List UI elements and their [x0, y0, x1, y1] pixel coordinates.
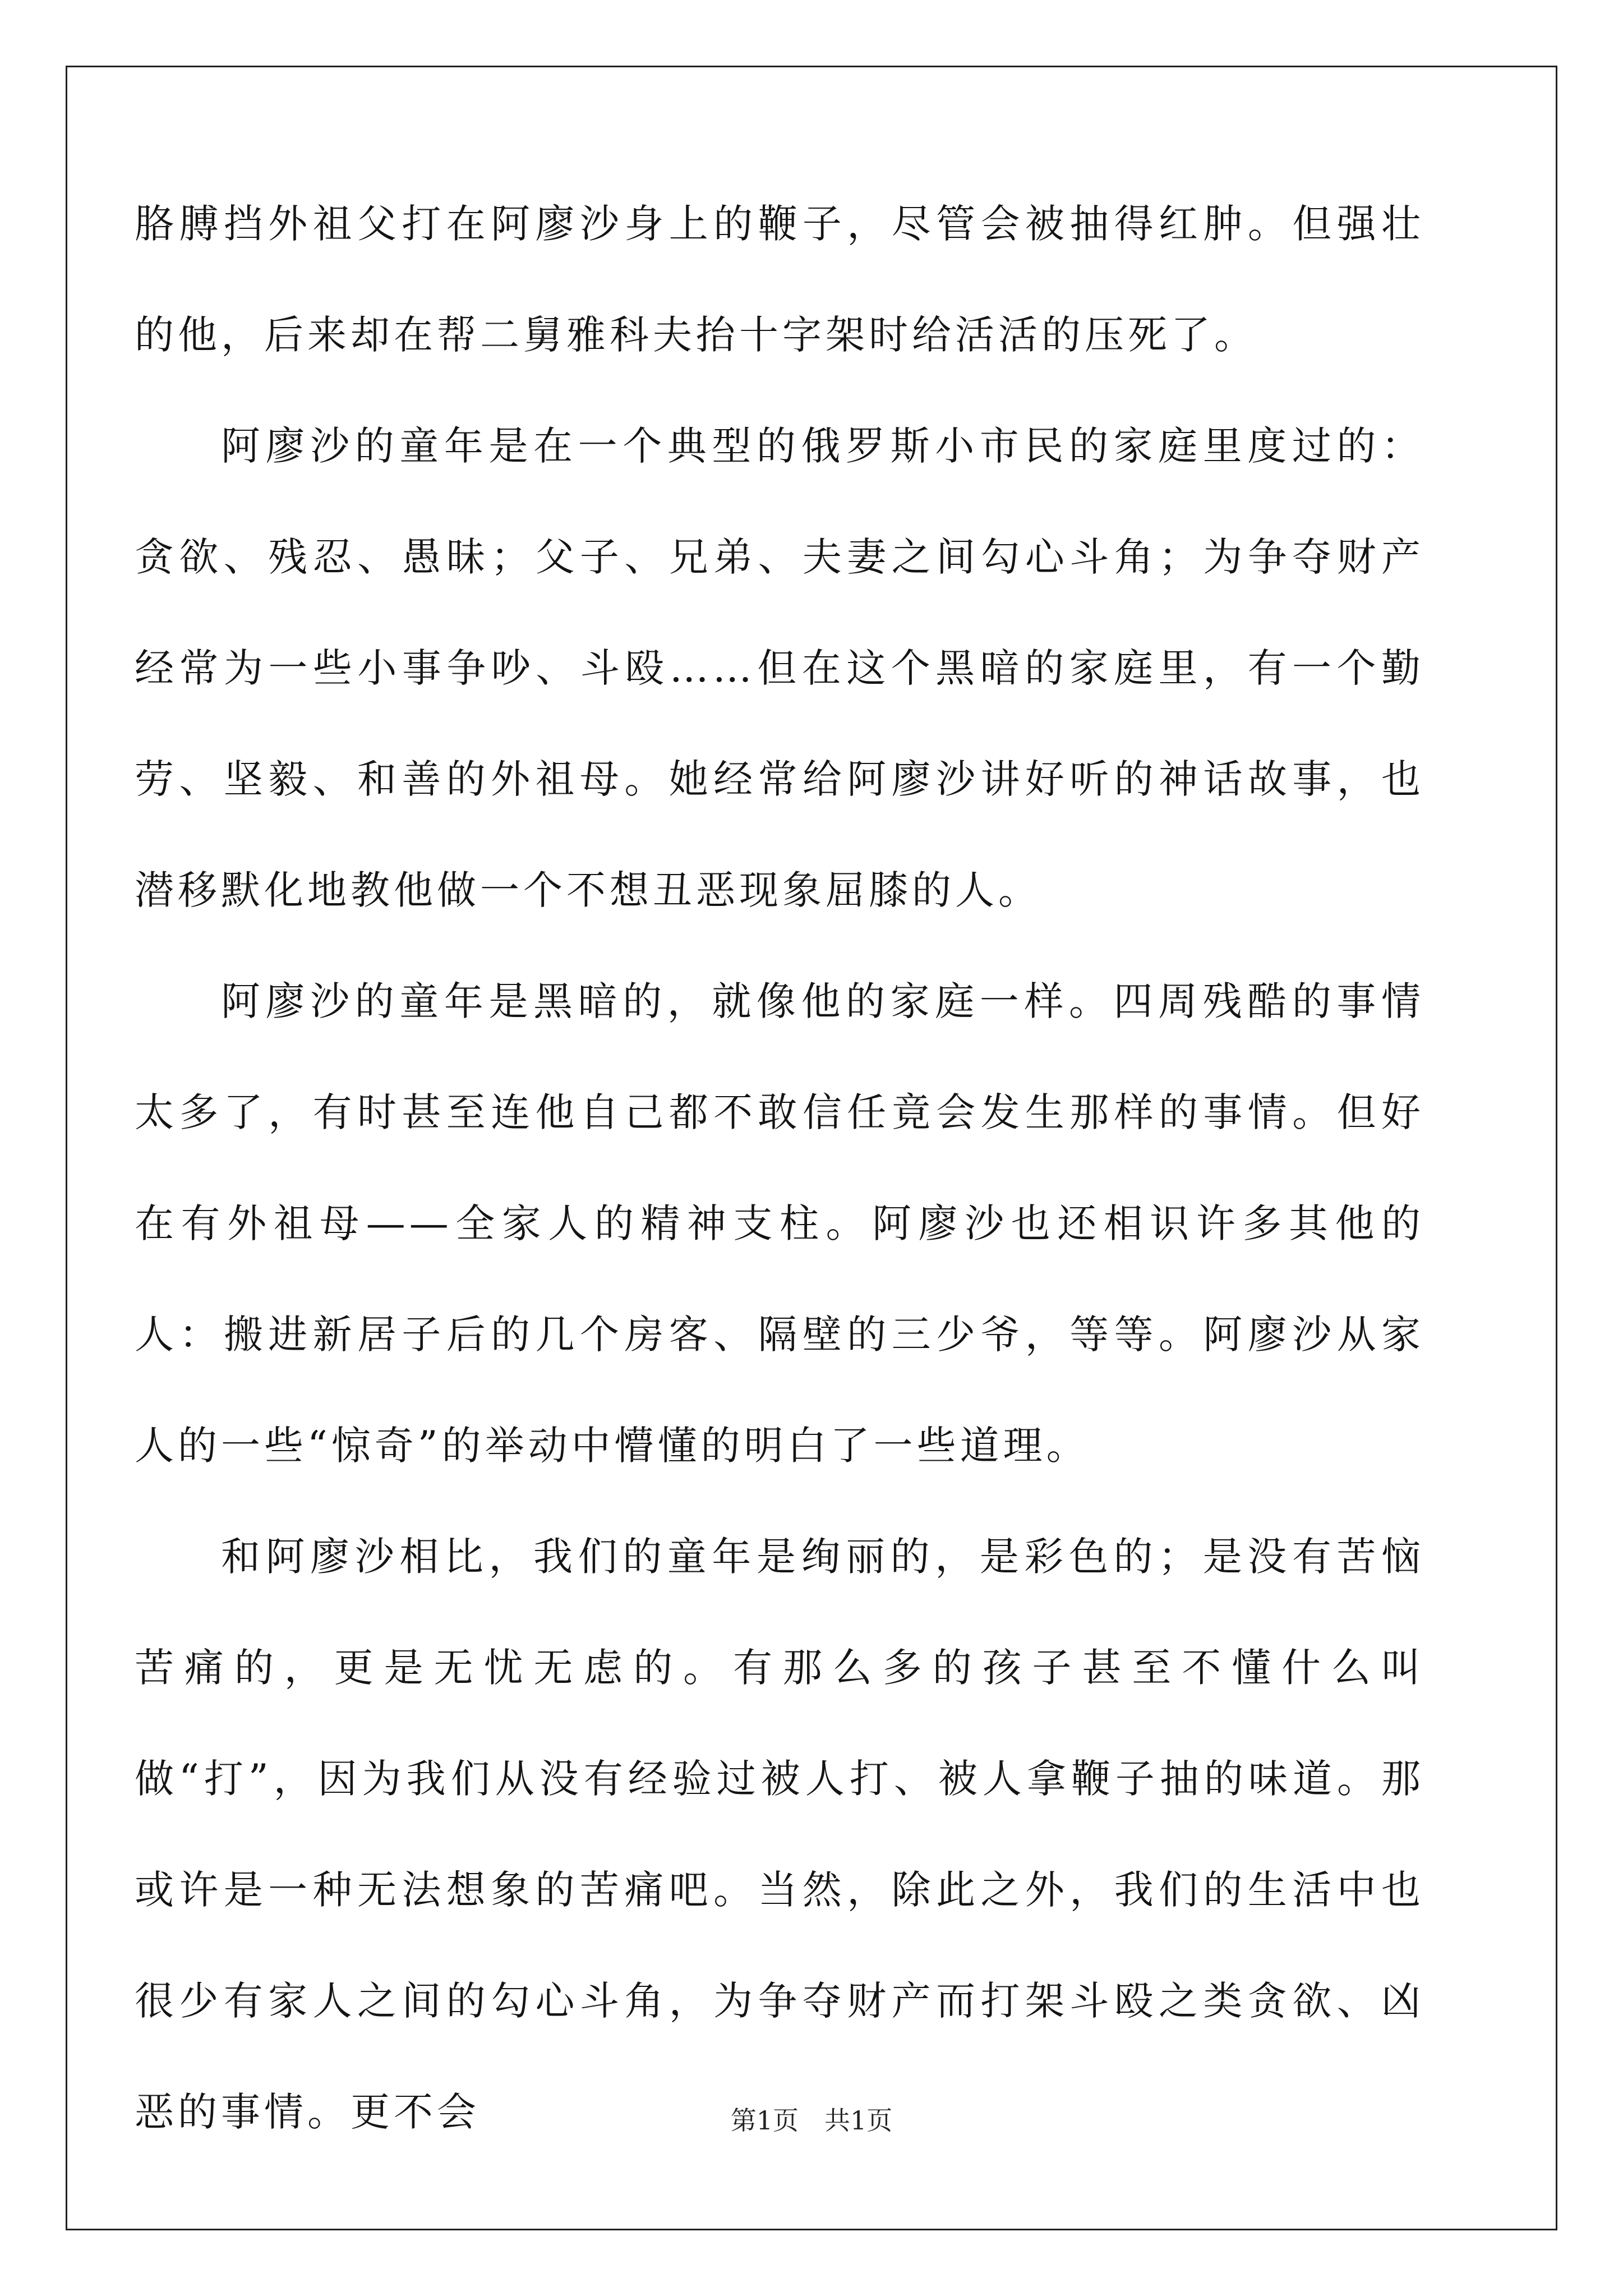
paragraph-3: 阿廖沙的童年是黑暗的，就像他的家庭一样。四周残酷的事情太多了，有时甚至连他自己都不敢信任竟会发生那样的事情。但好在有外祖母——全家人的精神支柱。阿廖沙也还相识许多其他的人：搬进新居子后的几个房客、隔壁的三少爷，等等。阿廖沙从家人的一些“惊奇”的举动中懵懂的明白了一些道理。 [135, 978, 1424, 1469]
paragraph-2: 阿廖沙的童年是在一个典型的俄罗斯小市民的家庭里度过的：贪欲、残忍、愚昧；父子、兄弟、夫妻之间勾心斗角；为争夺财产经常为一些小事争吵、斗殴……但在这个黑暗的家庭里，有一个勤劳、坚毅、和善的外祖母。她经常给阿廖沙讲好听的神话故事，也潜移默化地教他做一个不想丑恶现象屈膝的人。 [135, 423, 1424, 913]
document-body [135, 168, 1424, 2168]
paragraph-4: 和阿廖沙相比，我们的童年是绚丽的，是彩色的；是没有苦恼苦痛的，更是无忧无虑的。有那么多的孩子甚至不懂什么叫做“打”，因为我们从没有经验过被人打、被人拿鞭子抽的味道。那或许是一种无法想象的苦痛吧。当然，除此之外，我们的生活中也很少有家人之间的勾心斗角，为争夺财产而打架斗殴之类贪欲、凶恶的事情。更不会 [135, 1534, 1424, 2135]
page-total: 共1页 [824, 2105, 893, 2136]
page-number: 第1页 [730, 2105, 799, 2136]
paragraph-1: 胳膊挡外祖父打在阿廖沙身上的鞭子，尽管会被抽得红肿。但强壮的他，后来却在帮二舅雅科夫抬十字架时给活活的压死了。 [135, 201, 1424, 358]
page-footer [0, 2104, 1623, 2137]
